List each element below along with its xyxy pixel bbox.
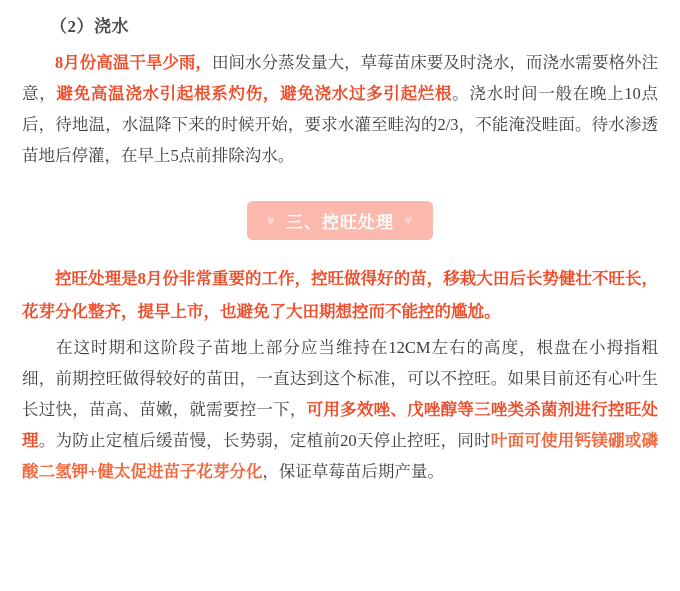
section-sub-heading: （2）浇水 <box>50 17 129 36</box>
heart-icon-right: ♥ <box>404 211 414 228</box>
watering-paragraph <box>22 47 658 171</box>
emphasis-paragraph <box>22 262 658 328</box>
closing-paragraph <box>22 332 658 487</box>
section-banner-title: 三、控旺处理 <box>286 213 394 232</box>
closing-segment-1: 在这时期和这阶段子苗地上部分应当维持在12CM左右的高度，根盘在小拇指粗细，前期控旺做得较好的苗田，一直达到这个标准，可以不控旺。如果目前还有心叶生长过快，苗高、苗嫩，就需要控一下， <box>22 338 658 419</box>
watering-segment-1: 田间水分蒸发量大，草莓苗床要及时浇水，而浇水需要格外注意， <box>22 53 659 103</box>
watering-lead-emphasis: 8月份高温干旱少雨， <box>55 53 212 72</box>
watering-segment-2: 。浇水时间一般在晚上10点后，待地温，水温降下来的时候开始，要求水灌至畦沟的2/3，不能淹没畦面。待水渗透苗地后停灌，在早上5点前排除沟水。 <box>22 84 659 165</box>
section-banner-wrapper <box>22 201 658 240</box>
closing-segment-3: ，保证草莓苗后期产量。 <box>262 462 444 481</box>
watering-emphasis-2: 避免高温浇水引起根系灼伤，避免浇水过多引起烂根 <box>56 84 453 103</box>
heart-icon-left: ♥ <box>266 211 276 228</box>
closing-segment-2: 。为防止定植后缓苗慢，长势弱，定植前20天停止控旺，同时 <box>38 431 491 450</box>
emphasis-paragraph-text: 控旺处理是8月份非常重要的工作，控旺做得好的苗，移栽大田后长势健壮不旺长，花芽分化整齐，提早上市，也避免了大田期想控而不能控的尴尬。 <box>22 269 658 321</box>
section-banner <box>247 201 434 240</box>
closing-emphasis-2: 叶面可使用钙镁硼或磷酸二氢钾+健太促进苗子花芽分化 <box>22 431 659 481</box>
closing-emphasis-1: 可用多效唑、戊唑醇等三唑类杀菌剂进行控旺处理 <box>22 400 659 450</box>
